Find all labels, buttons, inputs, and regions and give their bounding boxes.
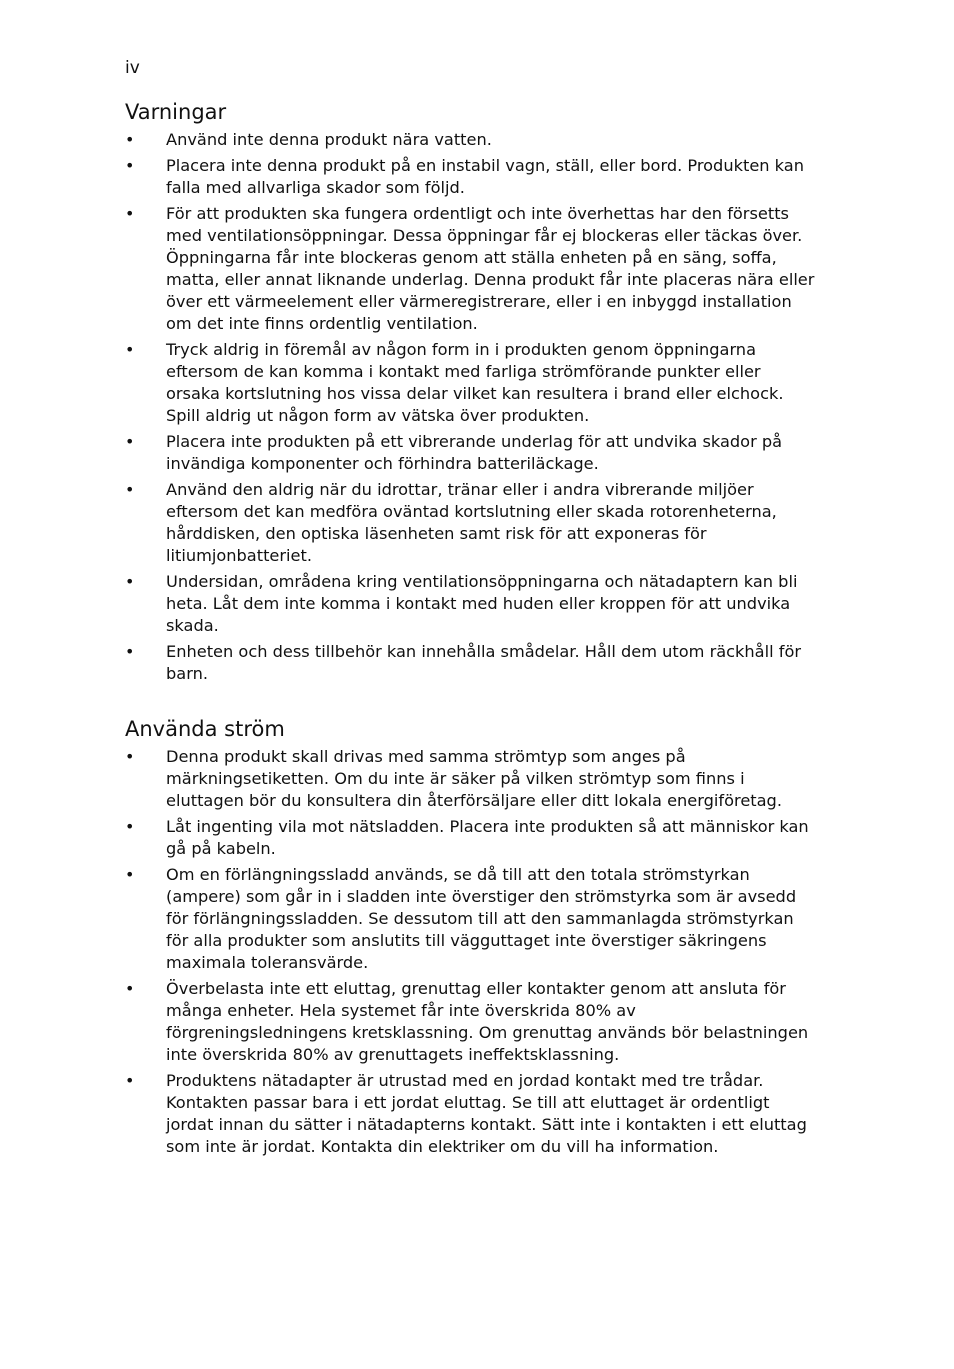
list-item (125, 431, 815, 475)
list-item (125, 155, 815, 199)
warnings-section (125, 99, 815, 689)
list-item-text: Undersidan, områdena kring ventilationsöppningarna och nätadaptern kan bli heta. Låt dem inte komma i kontakt med huden eller kroppen för att undvika skada. (166, 572, 798, 635)
warnings-heading: Varningar (125, 100, 227, 124)
bullet-icon: • (125, 979, 135, 998)
list-item-text: Om en förlängningssladd används, se då till att den totala strömstyrkan (ampere) som går in i sladden inte överstiger den strömstyrka som är avsedd för förlängningssladden. Se dessutom till att den sammanlagda strömstyrkan för alla produkter som anslutits till vägguttaget inte överstiger säkringens maximala toleransvärde. (166, 865, 797, 972)
warnings-list (125, 129, 815, 685)
list-item (125, 203, 815, 335)
list-item-text: Denna produkt skall drivas med samma strömtyp som anges på märkningsetiketten. Om du inte är säker på vilken strömtyp som finns i eluttagen bör du konsultera din återförsäljare eller ditt lokala energiföretag. (166, 747, 782, 810)
bullet-icon: • (125, 432, 135, 451)
bullet-icon: • (125, 480, 135, 499)
list-item-text: Produktens nätadapter är utrustad med en jordad kontakt med tre trådar. Kontakten passar bara i ett jordat eluttag. Se till att eluttaget är ordentligt jordat innan du sätter i nätadapterns kontakt. Sätt inte i kontakten i ett eluttag som inte är jordat. Kontakta din elektriker om du vill ha information. (166, 1071, 807, 1156)
page-number: iv (125, 58, 140, 78)
bullet-icon: • (125, 130, 135, 149)
list-item (125, 479, 815, 567)
list-item-text: Använd den aldrig när du idrottar, tränar eller i andra vibrerande miljöer eftersom det kan medföra oväntad kortslutning eller skada rotorenheterna, hårddisken, den optiska läsenheten samt risk för att exponeras för litiumjonbatteriet. (166, 480, 777, 565)
bullet-icon: • (125, 817, 135, 836)
list-item (125, 571, 815, 637)
power-section (125, 716, 815, 1162)
list-item (125, 339, 815, 427)
bullet-icon: • (125, 747, 135, 766)
list-item-text: Placera inte produkten på ett vibrerande underlag för att undvika skador på invändiga komponenter och förhindra batteriläckage. (166, 432, 783, 473)
list-item-text: Enheten och dess tillbehör kan innehålla smådelar. Håll dem utom räckhåll för barn. (166, 642, 802, 683)
bullet-icon: • (125, 865, 135, 884)
bullet-icon: • (125, 1071, 135, 1090)
list-item (125, 641, 815, 685)
list-item-text: Placera inte denna produkt på en instabil vagn, ställ, eller bord. Produkten kan falla med allvarliga skador som följd. (166, 156, 804, 197)
list-item (125, 129, 815, 151)
list-item-text: Använd inte denna produkt nära vatten. (166, 130, 492, 149)
power-list (125, 746, 815, 1158)
list-item (125, 746, 815, 812)
list-item (125, 816, 815, 860)
list-item-text: Låt ingenting vila mot nätsladden. Placera inte produkten så att människor kan gå på kabeln. (166, 817, 809, 858)
bullet-icon: • (125, 572, 135, 591)
bullet-icon: • (125, 204, 135, 223)
list-item (125, 864, 815, 974)
list-item (125, 978, 815, 1066)
bullet-icon: • (125, 340, 135, 359)
list-item (125, 1070, 815, 1158)
power-heading: Använda ström (125, 717, 285, 741)
bullet-icon: • (125, 156, 135, 175)
bullet-icon: • (125, 642, 135, 661)
list-item-text: För att produkten ska fungera ordentligt och inte överhettas har den försetts med ventilationsöppningar. Dessa öppningar får ej blockeras eller täckas över. Öppningarna får inte blockeras genom att ställa enheten på en säng, soffa, matta, eller annat liknande underlag. Denna produkt får inte placeras nära eller över ett värmeelement eller värmeregistrerare, eller i en inbyggd installation om det inte finns ordentlig ventilation. (166, 204, 815, 333)
list-item-text: Tryck aldrig in föremål av någon form in i produkten genom öppningarna eftersom de kan komma i kontakt med farliga strömförande punkter eller orsaka kortslutning hos vissa delar vilket kan resultera i brand eller elchock. Spill aldrig ut någon form av vätska över produkten. (166, 340, 784, 425)
list-item-text: Överbelasta inte ett eluttag, grenuttag eller kontakter genom att ansluta för många enheter. Hela systemet får inte överskrida 80% av förgreningsledningens kretsklassning. Om grenuttag används bör belastningen inte överskrida 80% av grenuttagets ineffektsklassning. (166, 979, 809, 1064)
